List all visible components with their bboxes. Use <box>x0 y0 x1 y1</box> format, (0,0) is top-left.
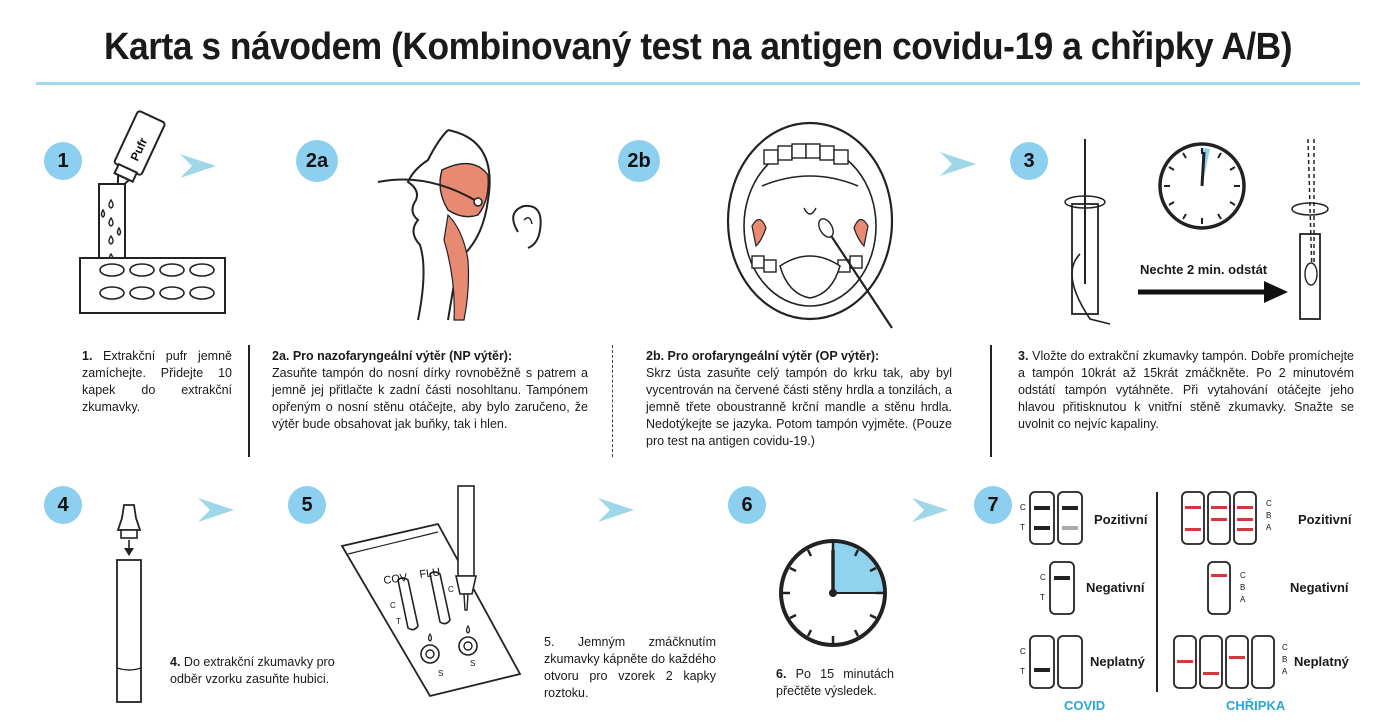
flu-c-2: C <box>1240 571 1246 580</box>
step-3-illustration <box>1050 134 1350 334</box>
step-3-bold: 3. <box>1018 349 1029 363</box>
step-2b-text <box>646 348 952 450</box>
covid-positive-label: Pozitivní <box>1094 512 1148 527</box>
step-1-text <box>82 348 232 416</box>
step-4-text <box>170 654 340 688</box>
step-4-bold: 4. <box>170 655 181 669</box>
step-2b-body: Skrz ústa zasuňte celý tampón do krku tak, aby byl vycentrován na červené části stěny hrdla a tonzilách, a jemně třete oboustranně krční mandle a stěnu hrdla. Nedotýkejte se jazyka. Potom tampón vyjměte. (Pouze pro test na antigen covidu-19.) <box>646 366 952 448</box>
flu-a-1: A <box>1266 523 1272 532</box>
arrow-4-to-5 <box>196 496 236 524</box>
covid-invalid-label: Neplatný <box>1090 654 1145 669</box>
step-6-bold: 6. <box>776 667 787 681</box>
step-2a-text <box>272 348 588 433</box>
flu-footer-label: CHŘIPKA <box>1226 698 1286 713</box>
page-title: Karta s návodem (Kombinovaný test na antigen covidu-19 a chřipky A/B) <box>103 26 1293 68</box>
step-6-clock <box>776 536 890 650</box>
flu-c-1: C <box>1266 499 1272 508</box>
step-1-number: 1 <box>44 142 82 180</box>
c-label-2: C <box>448 585 454 594</box>
covid-footer-label: COVID <box>1064 698 1106 713</box>
step-2b-illustration <box>722 116 902 331</box>
step-3-body: Vložte do extrakční zkumavky tampón. Dobře promíchejte a tampón 10krát až 15krát zmáčkněte. Po 2 minutovém odstátí tampón vytáhněte. Při vytahování otáčejte jeho hlavou přitisknutou k vnitřní stěně zkumavky. Snažte se uvolnit co nejvíc kapaliny. <box>1018 349 1354 431</box>
step-2a-body: Zasuňte tampón do nosní dírky rovnoběžně s patrem a jemně jej přitlačte k zadní části nosohltanu. Tampónem opřeným o nosní stěnu otáčejte, aby bylo zaručeno, že výtěr bude obsahovat jak buňky, tak i hlen. <box>272 366 588 431</box>
step-2b-number: 2b <box>618 140 660 182</box>
flu-negative-label: Negativní <box>1290 580 1349 595</box>
cov-label: COV <box>382 571 409 587</box>
covid-t-3: T <box>1020 667 1025 676</box>
step-2a-bold: 2a. Pro nazofaryngeální výtěr (NP výtěr): <box>272 349 513 363</box>
divider-3 <box>990 345 992 457</box>
flu-positive-label: Pozitivní <box>1298 512 1352 527</box>
arrow-6-to-7 <box>910 496 950 524</box>
covid-c-2: C <box>1040 573 1046 582</box>
s-label-1: S <box>438 669 444 678</box>
step-4-body: Do extrakční zkumavky pro odběr vzorku zasuňte hubici. <box>170 655 335 686</box>
step-7-number: 7 <box>974 486 1012 524</box>
covid-c-3: C <box>1020 647 1026 656</box>
wait-label: Nechte 2 min. odstát <box>1140 262 1268 277</box>
s-label-2: S <box>470 659 476 668</box>
step-6-text <box>776 666 894 700</box>
flu-a-2: A <box>1240 595 1246 604</box>
t-label-1: T <box>396 617 401 626</box>
divider-2 <box>612 345 613 457</box>
step-1-body: Extrakční pufr jemně zamíchejte. Přidejte 10 kapek do extrakční zkumavky. <box>82 349 232 414</box>
covid-negative-label: Negativní <box>1086 580 1145 595</box>
divider-1 <box>248 345 250 457</box>
step-2b-bold: 2b. Pro orofaryngeální výtěr (OP výtěr): <box>646 349 880 363</box>
title-divider <box>36 82 1360 85</box>
flu-a-3: A <box>1282 667 1288 676</box>
step-2a-illustration <box>378 120 578 325</box>
step-1-bold: 1. <box>82 349 93 363</box>
step-3-text <box>1018 348 1354 433</box>
step-2a-number: 2a <box>296 140 338 182</box>
c-label-1: C <box>390 601 396 610</box>
arrow-5-to-6 <box>596 496 636 524</box>
flu-label: FLU <box>418 566 441 581</box>
arrow-1-to-2 <box>178 152 218 180</box>
flu-c-3: C <box>1282 643 1288 652</box>
step-5-text: 5. Jemným zmáčknutím zkumavky kápněte do každého otvoru pro vzorek 2 kapky roztoku. <box>544 635 716 700</box>
covid-t-2: T <box>1040 593 1045 602</box>
results-divider <box>1156 492 1158 692</box>
flu-b-3: B <box>1282 655 1288 664</box>
step-5-number: 5 <box>288 486 326 524</box>
step-6-body: Po 15 minutách přečtěte výsledek. <box>776 667 894 698</box>
flu-b-2: B <box>1240 583 1246 592</box>
flu-b-1: B <box>1266 511 1272 520</box>
covid-results <box>1016 488 1096 698</box>
covid-t-1: T <box>1020 523 1025 532</box>
arrow-2b-to-3 <box>938 150 978 178</box>
flu-invalid-label: Neplatný <box>1294 654 1349 669</box>
step-1-illustration <box>75 108 235 323</box>
step-6-number: 6 <box>728 486 766 524</box>
step-4-number: 4 <box>44 486 82 524</box>
flu-results <box>1170 488 1294 698</box>
step-4-illustration <box>104 500 154 710</box>
covid-c-1: C <box>1020 503 1026 512</box>
step-5-illustration <box>338 484 528 706</box>
pufr-label: Pufr <box>127 135 151 164</box>
step-3-number: 3 <box>1010 142 1048 180</box>
